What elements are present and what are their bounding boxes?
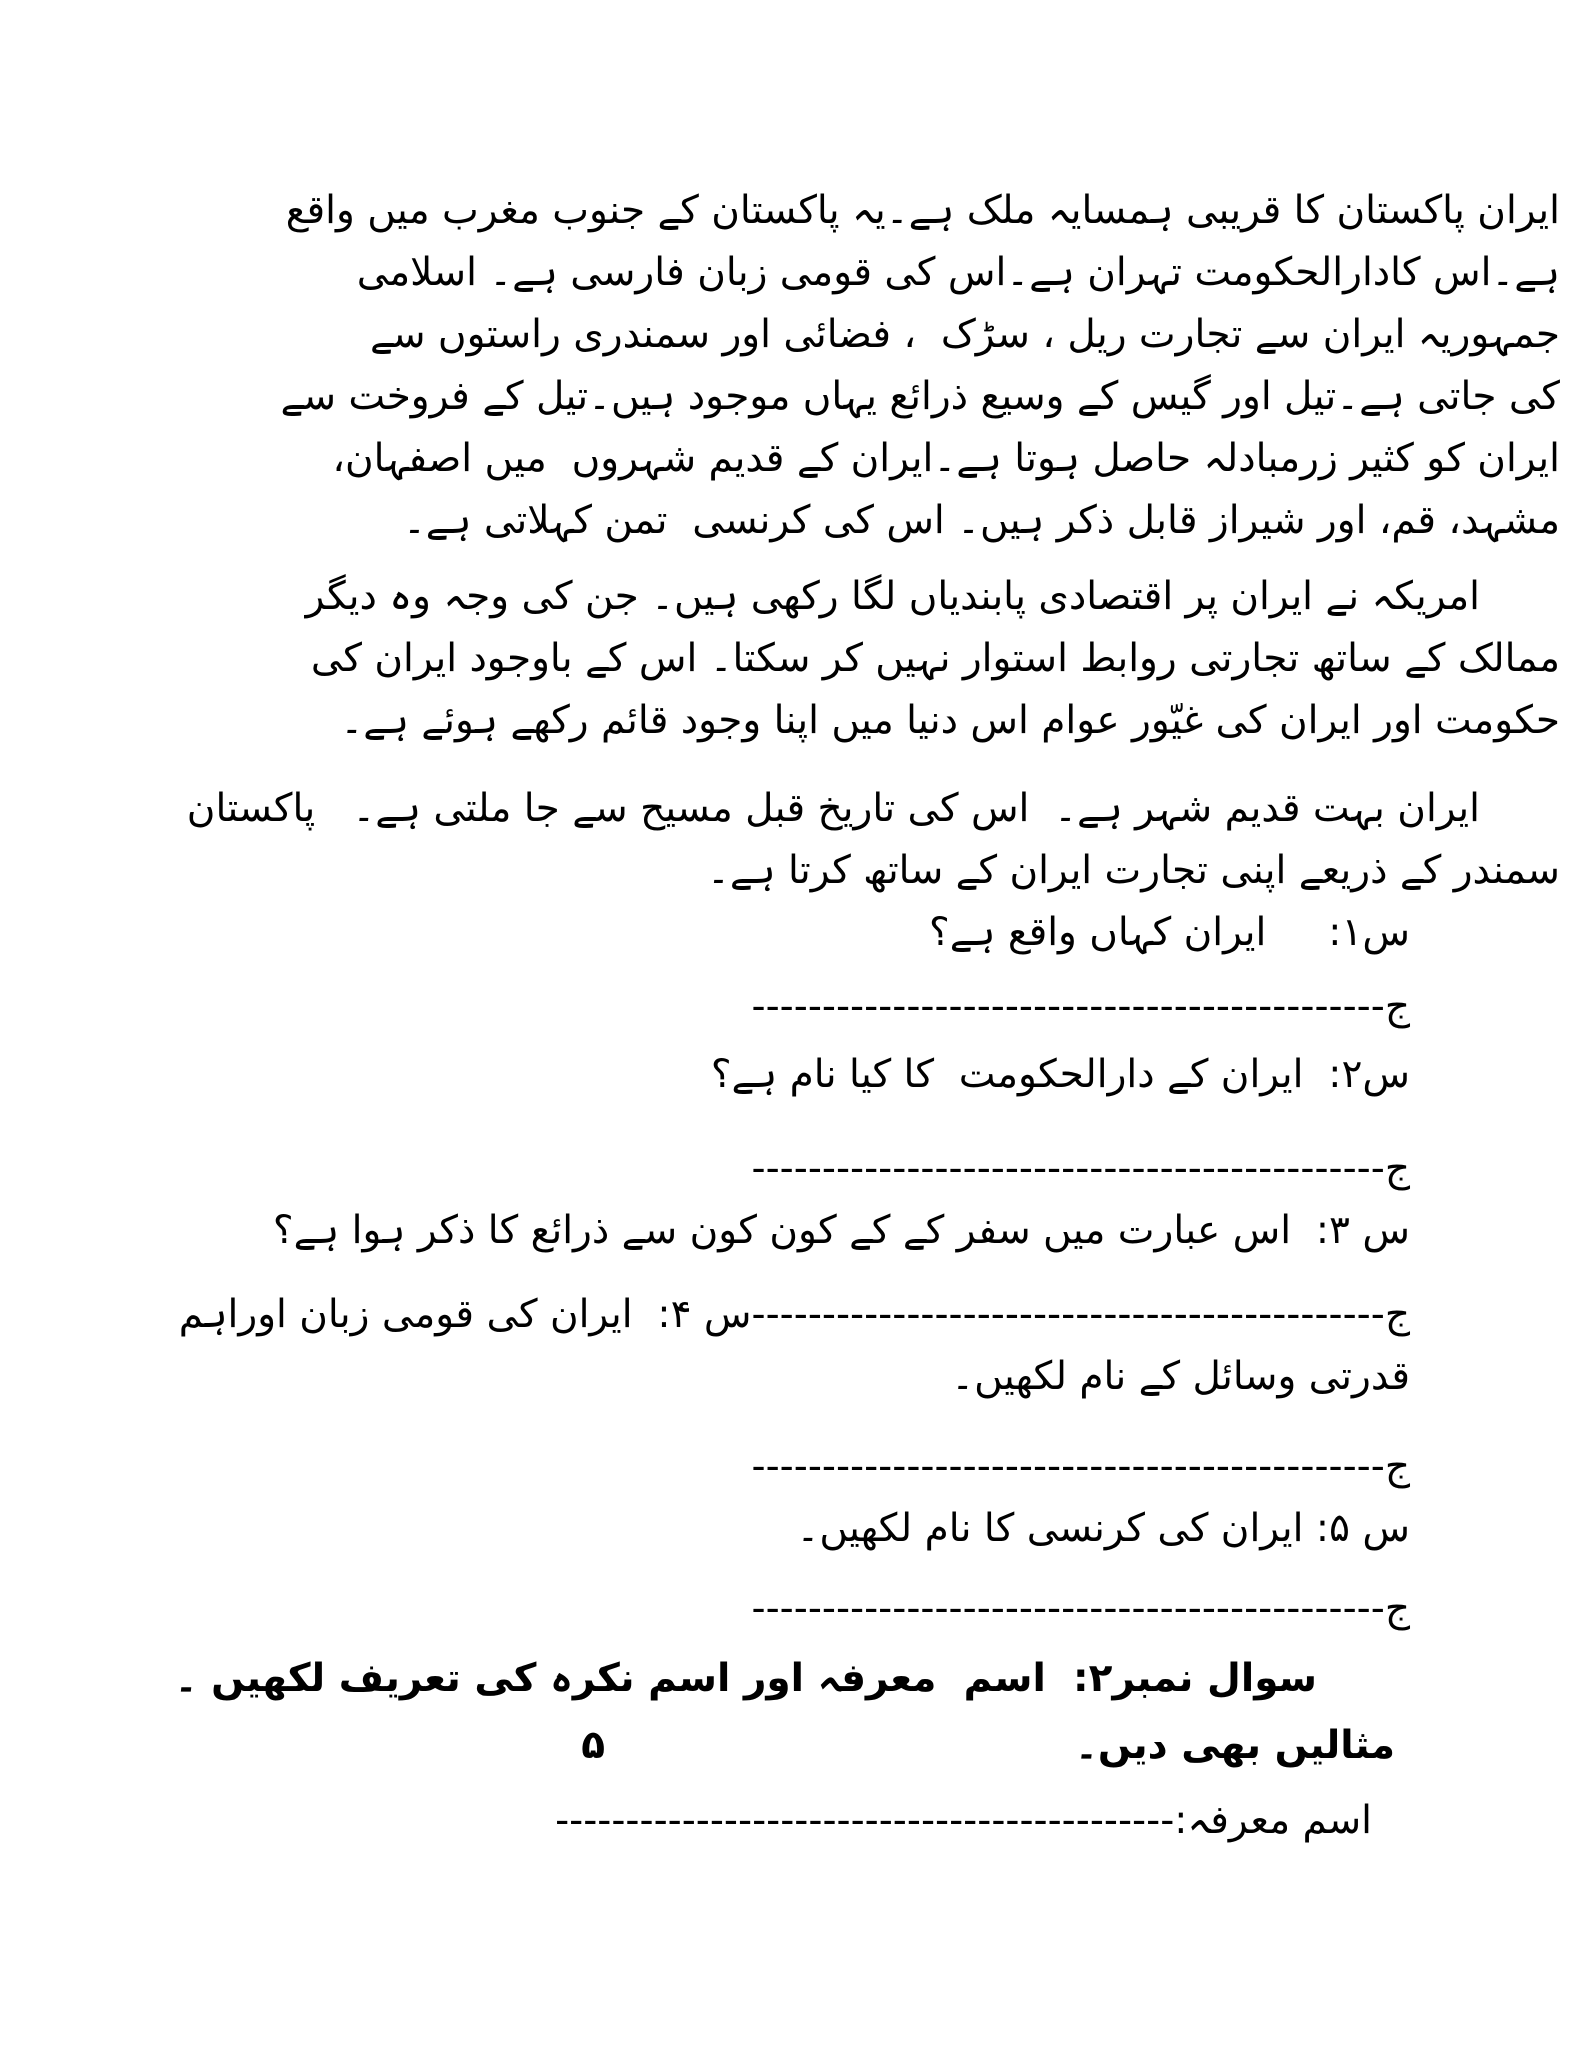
answer-line-5 [0, 1578, 1560, 1640]
passage-line: امریکہ نے ایران پر اقتصادی پابندیاں لگا رکھی ہیں۔ جن کی وجہ وہ دیگر [305, 574, 1480, 619]
question-section-2 [0, 1648, 1560, 1852]
answer-prefix: ج [1384, 1586, 1410, 1631]
ism-marifa-label: اسم معرفہ: [1174, 1798, 1372, 1843]
examples-instruction: مثالیں بھی دیں۔ [1075, 1723, 1395, 1768]
passage-line: ممالک کے ساتھ تجارتی روابط استوار نہیں کر سکتا۔ اس کے باوجود ایران کی [310, 636, 1560, 681]
ism-marifa-answer-line [0, 1790, 1560, 1852]
answer-blank-dashes[interactable]: -------------------------------------------- [555, 1798, 1175, 1843]
answer-blank-dashes[interactable]: --------------------------------------------- [751, 1146, 1385, 1191]
question-5: س ۵: ایران کی کرنسی کا نام لکھیں۔ [796, 1506, 1410, 1551]
passage-line: ایران بہت قدیم شہر ہے۔ اس کی تاریخ قبل مسیح سے جا ملتی ہے۔ پاکستان [186, 786, 1480, 831]
passage-line: مشہد، قم، اور شیراز قابل ذکر ہیں۔ اس کی کرنسی تمن کہلاتی ہے۔ [402, 498, 1560, 543]
passage-paragraph-1 [0, 180, 1560, 552]
answer-line-4 [0, 1436, 1560, 1498]
question-1: س۱: ایران کہاں واقع ہے؟ [929, 910, 1410, 955]
answer-prefix: ج [1384, 1292, 1410, 1337]
passage-paragraph-2 [0, 566, 1560, 752]
passage-line: ہے۔اس کادارالحکومت تہران ہے۔اس کی قومی زبان فارسی ہے۔ اسلامی [356, 250, 1560, 295]
question-4-continuation: قدرتی وسائل کے نام لکھیں۔ [951, 1354, 1410, 1399]
answer-line-1 [0, 976, 1560, 1038]
passage-line: ایران کو کثیر زرمبادلہ حاصل ہوتا ہے۔ایران کے قدیم شہروں میں اصفہان، [332, 436, 1560, 481]
answer-blank-dashes[interactable]: --------------------------------------------- [751, 1586, 1385, 1631]
question-2: س۲: ایران کے دارالحکومت کا کیا نام ہے؟ [710, 1052, 1410, 1097]
passage-line: سمندر کے ذریعے اپنی تجارت ایران کے ساتھ کرتا ہے۔ [707, 848, 1560, 893]
passage-line: کی جاتی ہے۔تیل اور گیس کے وسیع ذرائع یہاں موجود ہیں۔تیل کے فروخت سے [280, 374, 1560, 419]
answer-prefix: ج [1384, 984, 1410, 1029]
passage-paragraph-3 [0, 778, 1560, 902]
passage-line: ایران پاکستان کا قریبی ہمسایہ ملک ہے۔یہ پاکستان کے جنوب مغرب میں واقع [285, 188, 1560, 233]
answer-prefix: ج [1384, 1444, 1410, 1489]
answer-prefix: ج [1384, 1146, 1410, 1191]
question-3: س ۳: اس عبارت میں سفر کے کے کون کون سے ذرائع کا ذکر ہوا ہے؟ [272, 1208, 1410, 1253]
question-section-1 [0, 902, 1560, 1640]
marks-value: ۵ [581, 1723, 606, 1768]
answer-line-3-with-question-4 [0, 1284, 1560, 1346]
answer-line-2 [0, 1138, 1560, 1200]
question-4-inline: س ۴: ایران کی قومی زبان اوراہم [178, 1292, 752, 1337]
answer-blank-dashes[interactable]: --------------------------------------------- [751, 1444, 1385, 1489]
answer-blank-dashes[interactable]: --------------------------------------------- [751, 984, 1385, 1029]
answer-blank-dashes[interactable]: --------------------------------------------- [751, 1292, 1385, 1337]
passage-line: حکومت اور ایران کی غیّور عوام اس دنیا میں اپنا وجود قائم رکھے ہوئے ہے۔ [340, 698, 1560, 743]
section-2-heading-line-2 [0, 1715, 1560, 1777]
passage-line: جمہوریہ ایران سے تجارت ریل ، سڑک ، فضائی اور سمندری راستوں سے [370, 312, 1560, 357]
section-2-heading: سوال نمبر۲: اسم معرفہ اور اسم نکرہ کی تعریف لکھیں ۔ [174, 1656, 1317, 1701]
